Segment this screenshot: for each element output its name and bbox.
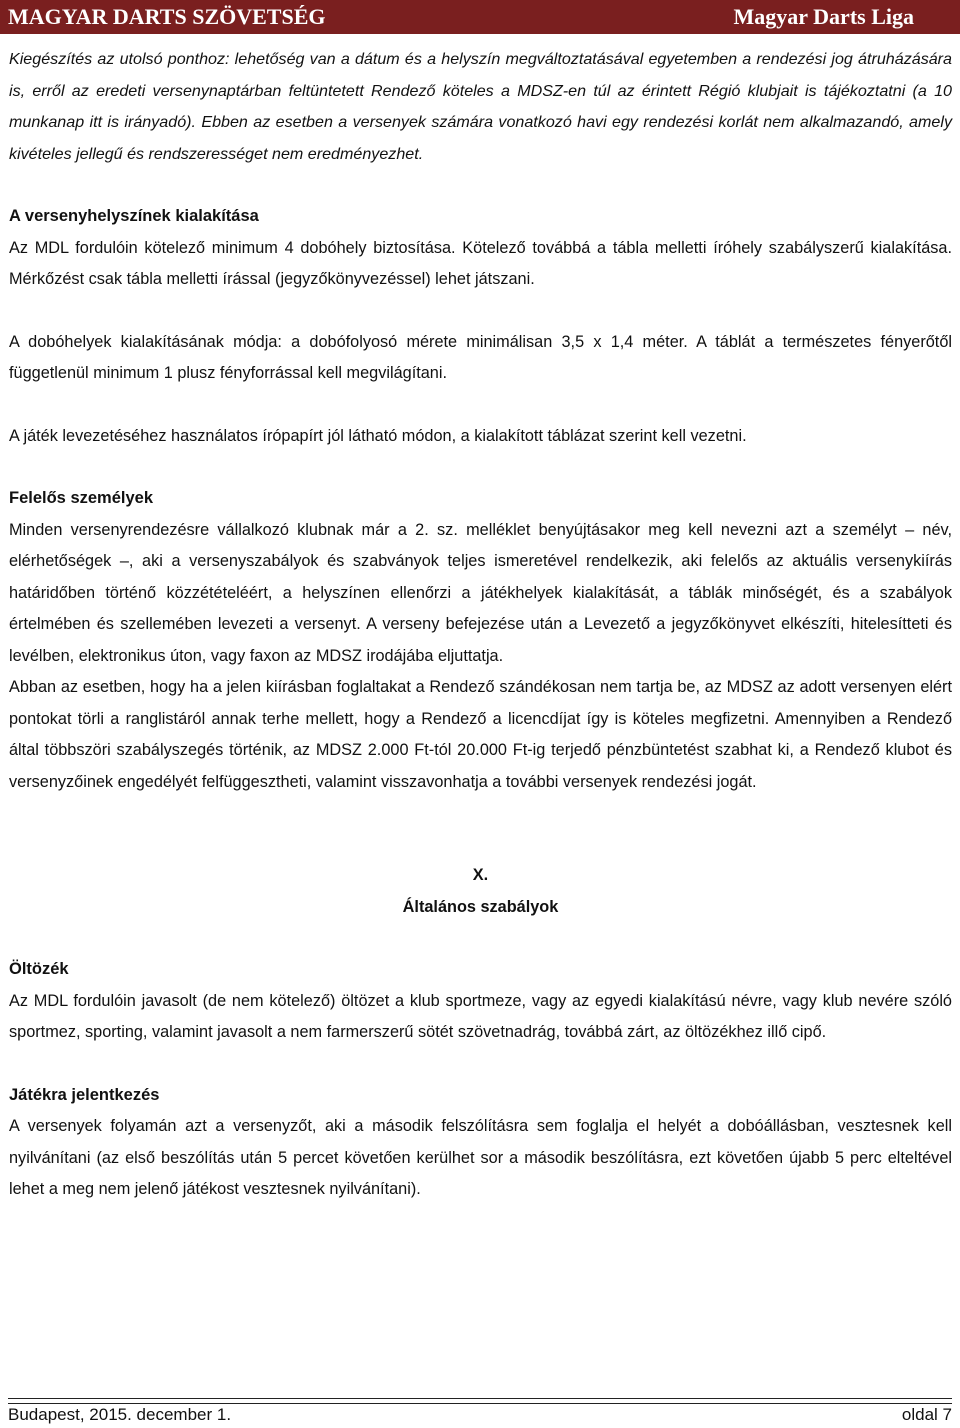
header-org-name: MAGYAR DARTS SZÖVETSÉG (8, 4, 326, 29)
dress-heading: Öltözék (9, 960, 69, 978)
venue-paragraph-2: A dobóhelyek kialakításának módja: a dobófolyosó mérete minimálisan 3,5 x 1,4 méter. A táblát a természetes fényerőtől függetlenül minimum 1 plusz fényforrással kell megvilágítani. (9, 332, 952, 382)
responsible-paragraph-2: Abban az esetben, hogy ha a jelen kiírásban foglaltakat a Rendező szándékosan nem tartja be, az MDSZ az adott versenyen elért pontokat törli a ranglistáról annak terhe mellett, hogy a Rendező a licencdíjat így is köteles megfizetni. Amennyiben a Rendező által többszöri szabályszegés történik, az MDSZ 2.000 Ft-tól 20.000 Ft-ig terjedő pénzbüntetést szabhat ki, a Rendező klubot és versenyzőinek engedélyét felfüggesztheti, valamint visszavonhatja a további versenyek rendezési jogát. (9, 678, 952, 791)
header-league-name: Magyar Darts Liga (733, 4, 914, 29)
intro-paragraph: Kiegészítés az utolsó ponthoz: lehetőség van a dátum és a helyszín megváltoztatásával egyetemben a rendezési jog átruházására is, erről az eredeti versenynaptárban feltüntetett Rendező köteles a MDSZ-en túl az érintett Régió klubjait is tájékoztatni (a 10 munkanap itt is irányadó). Ebben az esetben a versenyek számára vonatkozó havi egy rendezési korlát nem alkalmazandó, amely kivételes jellegű és rendszerességet nem eredményezhet. (9, 50, 952, 163)
footer-date: Budapest, 2015. december 1. (8, 1405, 232, 1424)
signup-heading: Játékra jelentkezés (9, 1085, 160, 1104)
venue-heading: A versenyhelyszínek kialakítása (9, 207, 259, 225)
footer-divider (8, 1398, 952, 1404)
page-header (0, 0, 960, 34)
responsible-heading: Felelős személyek (9, 489, 154, 507)
chapter-title: Általános szabályok (402, 897, 559, 916)
document-body (9, 44, 952, 1206)
signup-paragraph: A versenyek folyamán azt a versenyzőt, aki a második felszólításra sem foglalja el helyét a dobóállásban, vesztesnek kell nyilvánítani (az első beszólítás után 5 percet követően kerülhet sor a második beszólításra, ezt követően újabb 5 perc elteltével lehet a meg nem jelenő játékost vesztesnek nyilvánítani). (9, 1117, 952, 1198)
dress-paragraph: Az MDL fordulóin javasolt (de nem kötelező) öltözet a klub sportmeze, vagy az egyedi kialakítású névre, vagy klub nevére szóló sportmez, sporting, valamint javasolt a nem farmerszerű sötét szövetnadrág, továbbá zárt, az öltözékhez illő cipő. (9, 991, 952, 1041)
venue-paragraph-1: Az MDL fordulóin kötelező minimum 4 dobóhely biztosítása. Kötelező továbbá a tábla melletti íróhely szabályszerű kialakítása. Mérkőzést csak tábla melletti írással (jegyzőkönyvezéssel) lehet játszani. (9, 238, 952, 288)
page-number: oldal 7 (901, 1405, 952, 1424)
chapter-number: X. (472, 866, 489, 884)
venue-paragraph-3: A játék levezetéséhez használatos írópapírt jól látható módon, a kialakított táblázat szerint kell vezetni. (9, 426, 747, 445)
responsible-paragraph-1: Minden versenyrendezésre vállalkozó klubnak már a 2. sz. melléklet benyújtásakor meg kell nevezni azt a személyt – név, elérhetőségek –, aki a versenyszabályok és szabványok teljes ismeretével rendelkezik, aki felelős az aktuális versenykiírás határidőben történő közzétételéért, a helyszínen ellenőrzi a játékhelyek kialakítását, a táblák minőségét, és a szabályok értelmében és szellemében levezeti a versenyt. A verseny befejezése után a Levezető a jegyzőkönyvet elkészíti, hitelesítteti és levélben, elektronikus úton, vagy faxon az MDSZ irodájába eljuttatja. (9, 520, 952, 665)
